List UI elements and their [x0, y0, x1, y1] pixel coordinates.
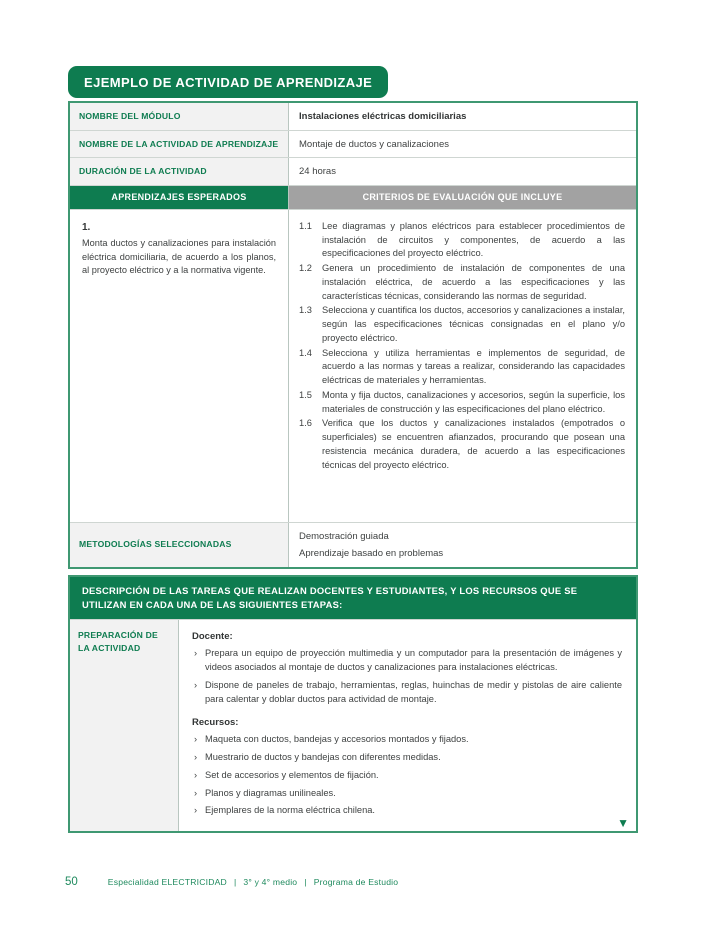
list-item	[194, 769, 622, 783]
bullet-icon: ›	[194, 733, 198, 744]
criterion-text: Monta y fija ductos, canalizaciones y accesorios, según la superficie, los materiales de construcción y las especificaciones del plano eléctrico.	[322, 389, 625, 414]
content-area	[68, 66, 638, 833]
list-item-text: Set de accesorios y elementos de fijación.	[205, 769, 379, 780]
table-row	[70, 130, 636, 158]
list-item-text: Prepara un equipo de proyección multimedia y un computador para la presentación de imágenes y videos asociados al montaje de ductos y canalizaciones para instalaciones eléctricas.	[205, 647, 622, 672]
list-item	[194, 751, 622, 765]
criterion-text: Genera un procedimiento de instalación de componentes de una instalación eléctrica, de acuerdo a las especificaciones y las características técnicas, considerando las normas de seguridad.	[322, 263, 625, 301]
module-name-value: Instalaciones eléctricas domiciliarias	[288, 103, 636, 130]
criterion-item	[299, 347, 625, 388]
criterion-text: Lee diagramas y planos eléctricos para establecer procedimientos de instalación de circuitos y componentes, de acuerdo a las especificaciones del proyecto eléctrico.	[322, 220, 625, 259]
methodologies-row	[70, 522, 636, 567]
bullet-icon: ›	[194, 805, 198, 816]
footer-text	[108, 877, 398, 887]
bullet-icon: ›	[194, 769, 198, 780]
list-item	[194, 804, 622, 818]
criterion-text: Selecciona y utiliza herramientas e implementos de seguridad, de acuerdo a las normas y tareas a realizar, considerando las capacidades eléctricas de materiales y herramientas.	[322, 347, 625, 386]
criterion-item	[299, 417, 625, 472]
expected-learning-number: 1.	[82, 221, 91, 233]
activity-table	[68, 101, 638, 569]
criterion-text: Verifica que los ductos y canalizaciones instalados (empotrados o superficiales) se encuentren afianzados, procurando que posean una resistencia mecánica duradera, de acuerdo a las especificaciones técnicas del proyecto eléctrico.	[322, 418, 625, 470]
continuation-arrow-icon: ▼	[617, 816, 629, 831]
criterion-text: Selecciona y cuantifica los ductos, accesorios y canalizaciones a instalar, según las especificaciones técnicas consignadas en el plano y/o proyecto eléctrico.	[322, 305, 625, 343]
activity-name-label: NOMBRE DE LA ACTIVIDAD DE APRENDIZAJE	[70, 131, 288, 158]
preparation-content	[178, 620, 636, 831]
footer-specialty: Especialidad ELECTRICIDAD	[107, 877, 227, 887]
preparation-label: PREPARACIÓN DE LA ACTIVIDAD	[70, 620, 178, 831]
activity-name-value: Montaje de ductos y canalizaciones	[288, 131, 636, 158]
bullet-icon: ›	[194, 787, 198, 798]
duration-label: DURACIÓN DE LA ACTIVIDAD	[70, 158, 288, 185]
list-item-text: Dispone de paneles de trabajo, herramientas, reglas, huinchas de medir y pistolas de aire caliente para calentar y doblar ductos para actividad de montaje.	[205, 679, 622, 704]
bullet-icon: ›	[194, 751, 198, 762]
footer-program: Programa de Estudio	[313, 877, 399, 887]
footer-separator: |	[233, 877, 237, 887]
criterion-item	[299, 389, 625, 417]
methodologies-values	[288, 523, 636, 567]
expected-learning-cell	[70, 210, 288, 522]
criterion-number: 1.5	[299, 389, 312, 400]
table-header-row	[70, 185, 636, 209]
bullet-icon: ›	[194, 647, 198, 658]
list-item	[194, 679, 622, 707]
criterion-item	[299, 304, 625, 345]
criterion-item	[299, 262, 625, 303]
page-number: 50	[65, 876, 78, 888]
criterion-number: 1.6	[299, 418, 312, 429]
list-item-text: Planos y diagramas unilineales.	[205, 787, 336, 798]
table-row	[70, 157, 636, 185]
resources-heading: Recursos:	[192, 716, 239, 728]
list-item	[194, 733, 622, 747]
bullet-icon: ›	[194, 679, 198, 690]
expected-learning-text: Monta ductos y canalizaciones para instalación eléctrica domiciliaria, de acuerdo a los planos, al proyecto eléctrico y a la normativa vigente.	[82, 237, 276, 276]
list-item-text: Muestrario de ductos y bandejas con diferentes medidas.	[205, 751, 441, 762]
footer-separator: |	[304, 877, 307, 887]
methodology-item: Demostración guiada	[299, 531, 389, 543]
description-banner: DESCRIPCIÓN DE LAS TAREAS QUE REALIZAN DOCENTES Y ESTUDIANTES, Y LOS RECURSOS QUE SE UTILIZAN EN CADA UNA DE LAS SIGUIENTES ETAPAS:	[70, 577, 636, 619]
list-item-text: Maqueta con ductos, bandejas y accesorios montados y fijados.	[205, 733, 469, 744]
expected-learning-header: APRENDIZAJES ESPERADOS	[70, 186, 288, 209]
learning-content-row	[70, 209, 636, 522]
list-item	[194, 787, 622, 801]
table-row	[70, 103, 636, 130]
criterion-number: 1.4	[299, 347, 312, 358]
page-footer	[65, 876, 398, 888]
methodology-item: Aprendizaje basado en problemas	[299, 547, 444, 559]
criterion-number: 1.1	[299, 220, 312, 231]
methodologies-label: METODOLOGÍAS SELECCIONADAS	[70, 523, 288, 567]
duration-value: 24 horas	[288, 158, 636, 185]
preparation-row	[70, 619, 636, 831]
description-table	[68, 575, 638, 834]
teacher-heading: Docente:	[192, 630, 233, 642]
criterion-item	[299, 220, 625, 261]
criterion-number: 1.3	[299, 305, 312, 316]
list-item-text: Ejemplares de la norma eléctrica chilena.	[205, 805, 376, 816]
module-name-label: NOMBRE DEL MÓDULO	[70, 103, 288, 130]
criteria-cell	[288, 210, 636, 522]
footer-grade: 3° y 4° medio	[243, 877, 298, 887]
page-title: EJEMPLO DE ACTIVIDAD DE APRENDIZAJE	[68, 66, 388, 98]
criterion-number: 1.2	[299, 263, 312, 274]
evaluation-criteria-header: CRITERIOS DE EVALUACIÓN QUE INCLUYE	[288, 186, 636, 209]
list-item	[194, 647, 622, 675]
